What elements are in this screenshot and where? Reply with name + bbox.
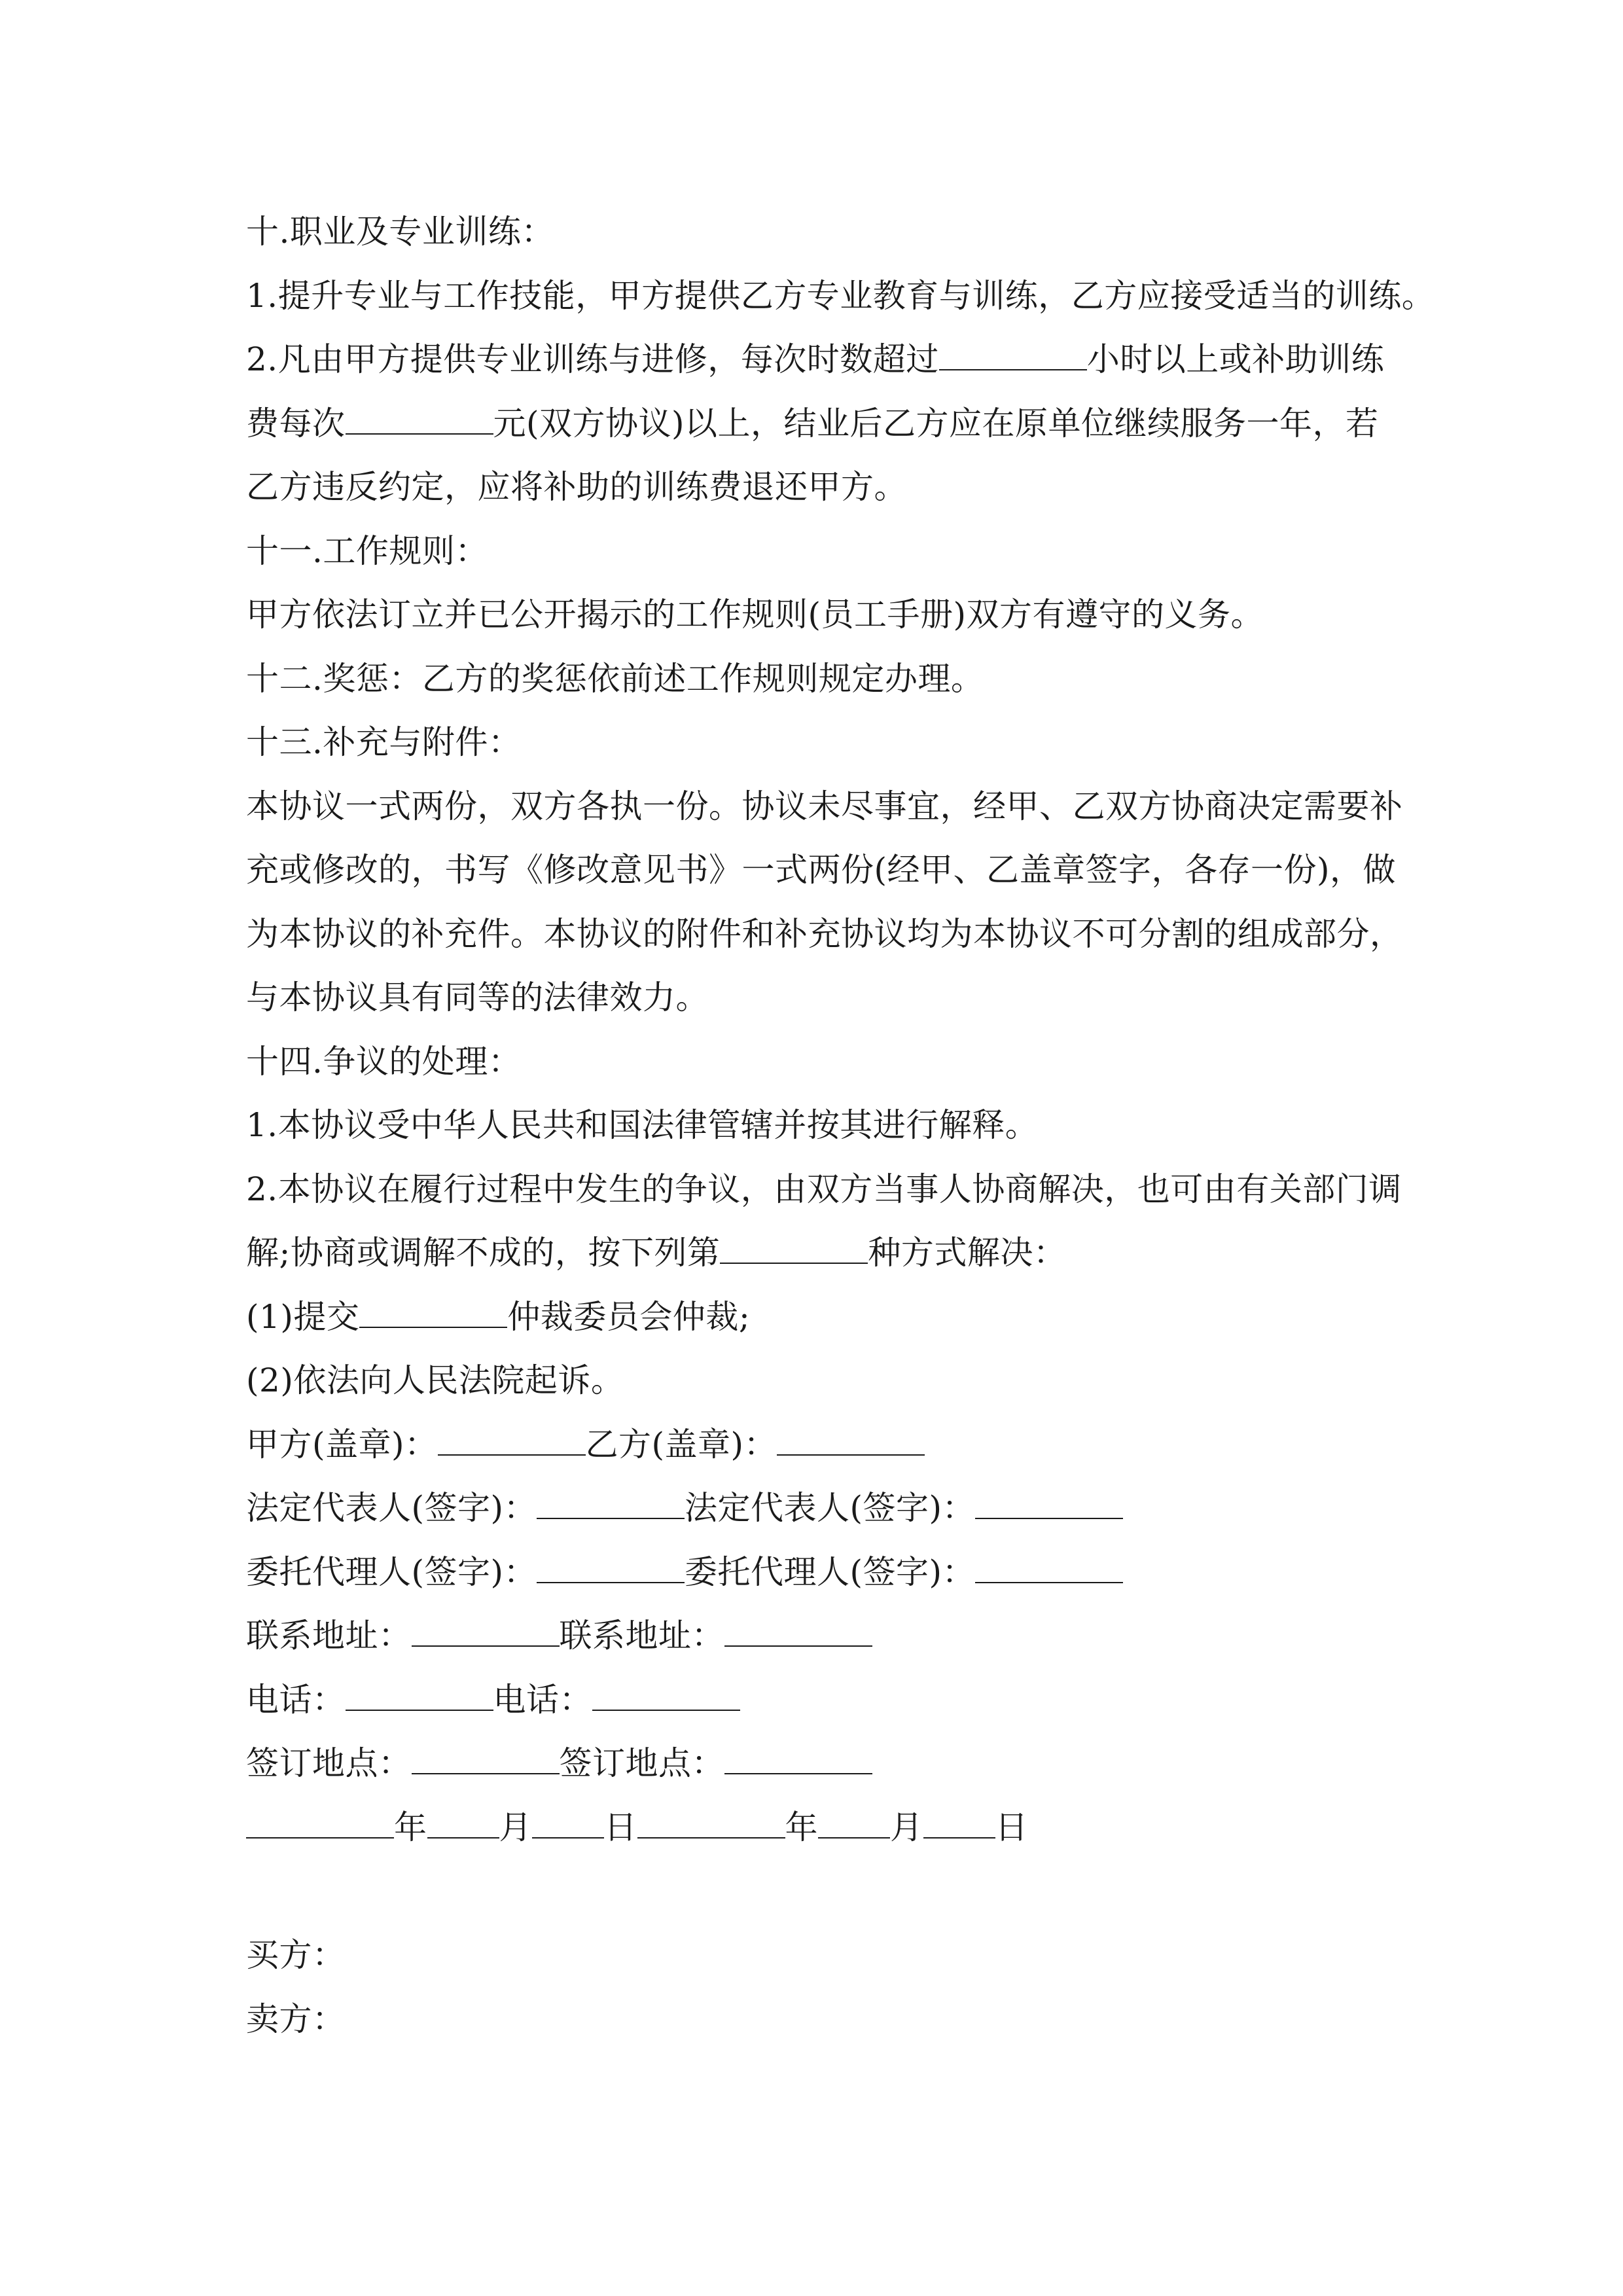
section-13-line-4: 与本协议具有同等的法律效力。 <box>246 978 709 1016</box>
place-b-blank[interactable] <box>724 1735 872 1774</box>
section-13-line-2: 充或修改的，书写《修改意见书》一式两份(经甲、乙盖章签字，各存一份)，做 <box>246 851 1397 889</box>
legal-rep-b-blank[interactable] <box>975 1480 1123 1519</box>
agent-a-label: 委托代理人(签字)： <box>246 1552 537 1591</box>
date-row <box>246 1796 1411 1860</box>
section-13-line-3: 为本协议的补充件。本协议的附件和补充协议均为本协议不可分割的组成部分， <box>246 914 1403 953</box>
agent-a-blank[interactable] <box>537 1544 685 1583</box>
section-11-title: 十一.工作规则： <box>246 531 488 570</box>
phone-a-blank[interactable] <box>346 1672 493 1711</box>
method-blank[interactable] <box>720 1225 868 1264</box>
section-12-text: 十二.奖惩：乙方的奖惩依前述工作规则规定办理。 <box>246 659 984 698</box>
text: 仲裁委员会仲裁; <box>507 1297 751 1336</box>
phone-a-label: 电话： <box>246 1680 346 1719</box>
agent-row <box>246 1541 1411 1605</box>
section-14-item-2-line-1: 2.本协议在履行过程中发生的争议，由双方当事人协商解决，也可由有关部门调 <box>246 1170 1402 1208</box>
party-b-seal-blank[interactable] <box>777 1416 925 1456</box>
section-13-title: 十三.补充与附件： <box>246 723 522 761</box>
year-label: 年 <box>785 1808 818 1846</box>
place-a-label: 签订地点： <box>246 1744 412 1782</box>
section-14-title: 十四.争议的处理： <box>246 1042 522 1081</box>
day-a-blank[interactable] <box>532 1799 604 1839</box>
party-b-seal-label: 乙方(盖章)： <box>585 1425 777 1463</box>
year-label: 年 <box>394 1808 427 1846</box>
phone-b-label: 电话： <box>493 1680 592 1719</box>
place-a-blank[interactable] <box>412 1735 560 1774</box>
seal-row <box>246 1413 1411 1477</box>
section-14-item-1: 1.本协议受中华人民共和国法律管辖并按其进行解释。 <box>246 1106 1039 1144</box>
agent-b-blank[interactable] <box>975 1544 1123 1583</box>
section-14-item-2-line-2 <box>246 1221 1411 1285</box>
day-b-blank[interactable] <box>923 1799 995 1839</box>
month-a-blank[interactable] <box>427 1799 499 1839</box>
address-b-label: 联系地址： <box>559 1617 724 1655</box>
buyer-line: 买方： <box>246 1936 346 1974</box>
text: 元(双方协议)以上，结业后乙方应在原单位继续服务一年，若 <box>493 404 1379 442</box>
place-row <box>246 1732 1411 1796</box>
seller-line: 卖方： <box>246 2000 346 2038</box>
text: 解;协商或调解不成的，按下列第 <box>246 1234 721 1272</box>
address-a-blank[interactable] <box>412 1607 560 1647</box>
section-10-title: 十.职业及专业训练： <box>246 213 554 251</box>
phone-b-blank[interactable] <box>592 1672 740 1711</box>
address-row <box>246 1604 1411 1668</box>
month-b-blank[interactable] <box>818 1799 890 1839</box>
contract-page <box>246 200 1435 2051</box>
section-10-item-1: 1.提升专业与工作技能，甲方提供乙方专业教育与训练，乙方应接受适当的训练。 <box>246 276 1435 315</box>
section-13-line-1: 本协议一式两份，双方各执一份。协议未尽事宜，经甲、乙双方协商决定需要补 <box>246 787 1403 825</box>
legal-rep-b-label: 法定代表人(签字)： <box>685 1489 976 1527</box>
fee-blank[interactable] <box>346 395 493 435</box>
day-label: 日 <box>604 1808 637 1846</box>
arbitration-blank[interactable] <box>359 1289 507 1328</box>
month-label: 月 <box>890 1808 923 1846</box>
hours-blank[interactable] <box>939 331 1087 370</box>
text: 小时以上或补助训练 <box>1086 340 1385 378</box>
year-b-blank[interactable] <box>637 1799 785 1839</box>
section-11-text: 甲方依法订立并已公开揭示的工作规则(员工手册)双方有遵守的义务。 <box>246 596 1264 634</box>
text: (1)提交 <box>246 1297 360 1336</box>
address-a-label: 联系地址： <box>246 1617 412 1655</box>
phone-row <box>246 1668 1411 1732</box>
day-label: 日 <box>995 1808 1028 1846</box>
agent-b-label: 委托代理人(签字)： <box>685 1552 976 1591</box>
legal-rep-a-label: 法定代表人(签字)： <box>246 1489 537 1527</box>
spacer <box>246 1859 1411 1924</box>
party-a-seal-label: 甲方(盖章)： <box>246 1425 438 1463</box>
address-b-blank[interactable] <box>724 1607 872 1647</box>
place-b-label: 签订地点： <box>559 1744 724 1782</box>
section-14-option-1 <box>246 1285 1411 1350</box>
legal-rep-a-blank[interactable] <box>537 1480 685 1519</box>
year-a-blank[interactable] <box>246 1799 394 1839</box>
section-10-item-2-line-3: 乙方违反约定，应将补助的训练费退还甲方。 <box>246 468 907 506</box>
text: 种方式解决： <box>868 1234 1067 1272</box>
section-14-option-2: (2)依法向人民法院起诉。 <box>246 1361 624 1399</box>
legal-rep-row <box>246 1477 1411 1541</box>
section-10-item-2-line-2 <box>246 392 1411 456</box>
party-a-seal-blank[interactable] <box>438 1416 586 1456</box>
text: 2.凡由甲方提供专业训练与进修，每次时数超过 <box>246 340 939 378</box>
section-10-item-2-line-1 <box>246 328 1411 392</box>
month-label: 月 <box>499 1808 532 1846</box>
text: 费每次 <box>246 404 346 442</box>
